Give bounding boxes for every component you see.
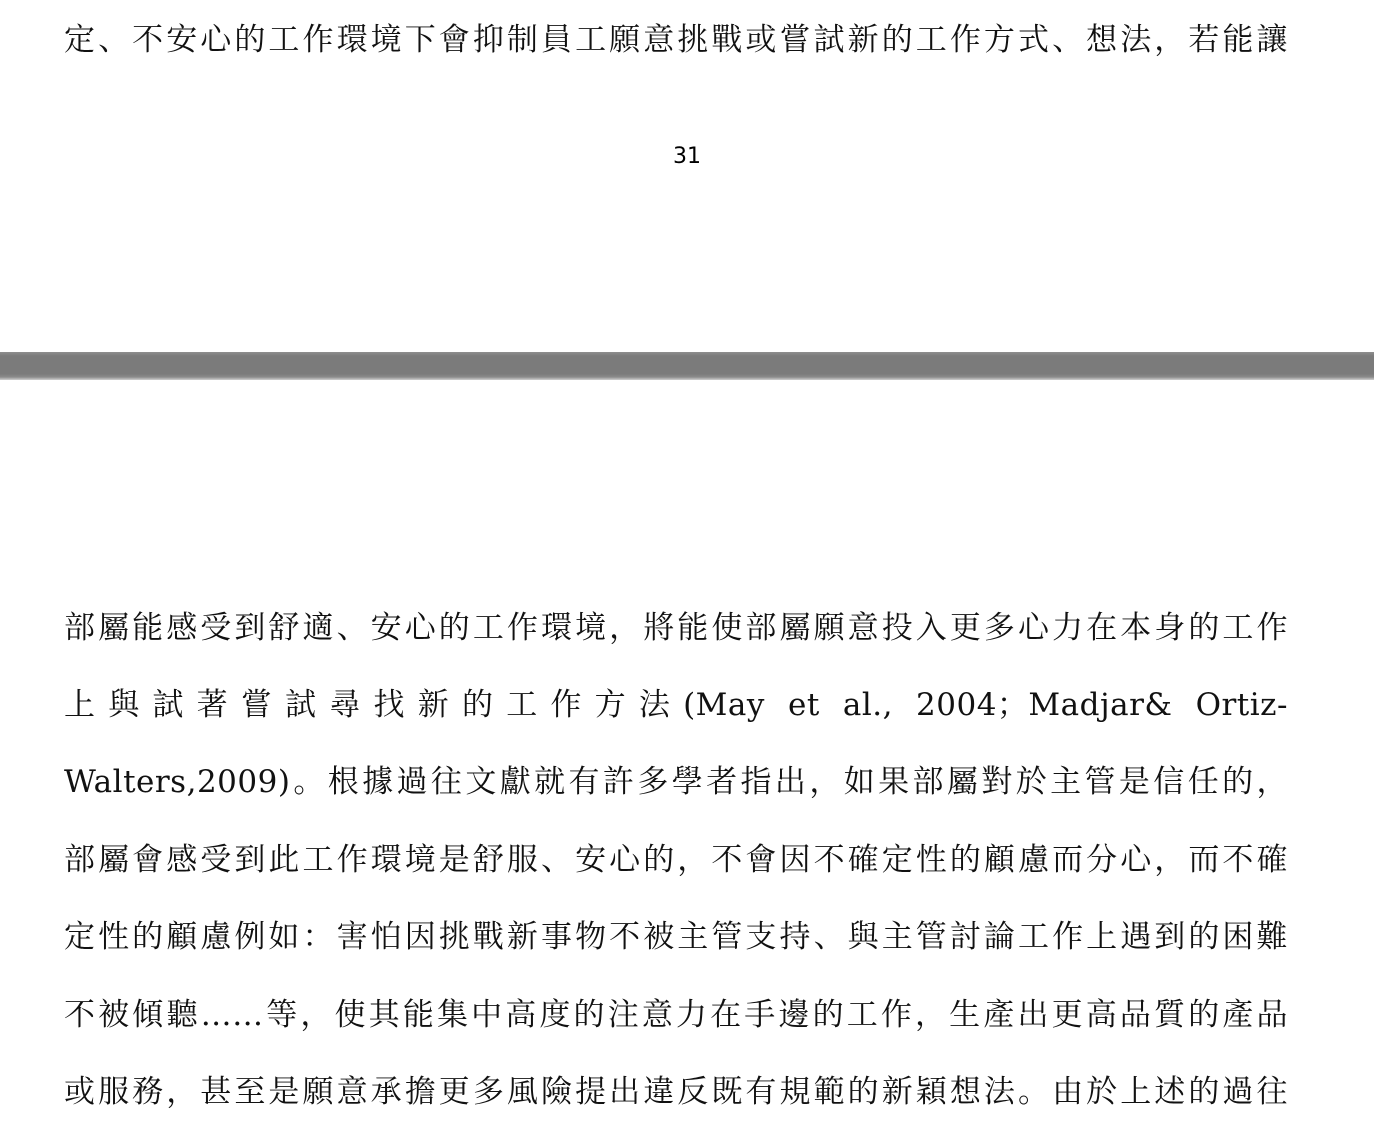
paragraph-line: 定、不安心的工作環境下會抑制員工願意挑戰或嘗試新的工作方式、想法，若能讓	[64, 22, 1288, 58]
page-separator	[0, 352, 1374, 380]
document-page-bottom	[0, 380, 1374, 1148]
paragraph-line: 定性的顧慮例如：害怕因挑戰新事物不被主管支持、與主管討論工作上遇到的困難	[64, 919, 1288, 955]
page-number: 31	[673, 144, 701, 169]
paragraph-line: Walters,2009)。根據過往文獻就有許多學者指出，如果部屬對於主管是信任的，	[64, 764, 1288, 800]
paragraph-line: 或服務，甚至是願意承擔更多風險提出違反既有規範的新穎想法。由於上述的過往	[64, 1074, 1288, 1110]
document-page-top	[0, 0, 1374, 352]
paragraph-line: 部屬能感受到舒適、安心的工作環境，將能使部屬願意投入更多心力在本身的工作	[64, 610, 1288, 646]
paragraph-line: 不被傾聽……等，使其能集中高度的注意力在手邊的工作，生產出更高品質的產品	[64, 997, 1288, 1033]
paragraph-line: 上與試著嘗試尋找新的工作方法(May et al., 2004；Madjar& Ortiz-	[64, 687, 1288, 723]
paragraph-line: 部屬會感受到此工作環境是舒服、安心的，不會因不確定性的顧慮而分心，而不確	[64, 842, 1288, 878]
